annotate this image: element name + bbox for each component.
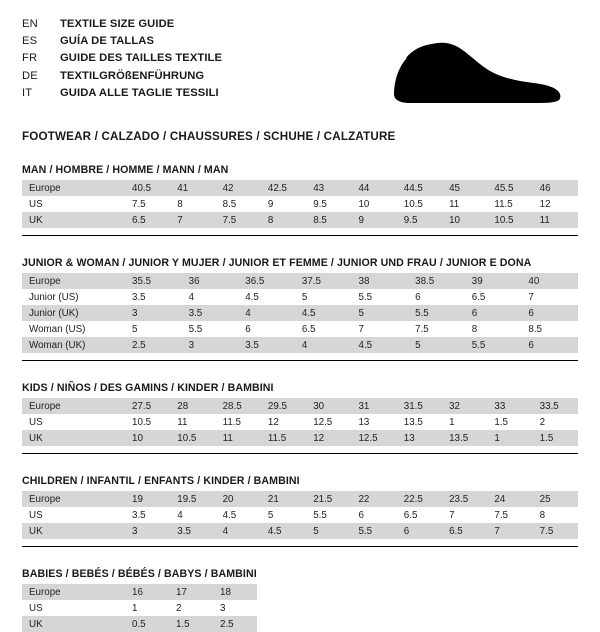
language-title-list-body: [22, 16, 222, 102]
size-cell: 12.5: [351, 430, 396, 446]
size-cell: 4.5: [238, 289, 295, 305]
size-cell: 12: [533, 196, 578, 212]
size-cell: 29.5: [261, 398, 306, 414]
size-cell: 24: [487, 491, 532, 507]
language-row: [22, 68, 222, 85]
size-cell: 9: [351, 212, 396, 228]
row-label: Junior (UK): [22, 305, 125, 321]
size-cell: 7: [352, 321, 409, 337]
size-cell: 10.5: [170, 430, 215, 446]
size-cell: 13.5: [442, 430, 487, 446]
size-cell: 7.5: [533, 523, 578, 539]
table-row: [22, 616, 257, 632]
size-cell: 17: [169, 584, 213, 600]
size-cell: 7: [170, 212, 215, 228]
size-cell: 3: [213, 600, 257, 616]
size-cell: 3.5: [125, 507, 170, 523]
language-code: IT: [22, 86, 33, 99]
size-cell: 11.5: [487, 196, 532, 212]
footwear-section-title: FOOTWEAR / CALZADO / CHAUSSURES / SCHUHE / CALZATURE: [22, 130, 396, 143]
size-cell: 1: [125, 600, 169, 616]
size-cell: 9.5: [306, 196, 351, 212]
size-cell: 41: [170, 180, 215, 196]
size-table-body: [22, 584, 257, 632]
size-cell: 7: [442, 507, 487, 523]
size-cell: 5: [352, 305, 409, 321]
size-cell: 6.5: [125, 212, 170, 228]
size-cell: 8: [465, 321, 522, 337]
size-cell: 31.5: [397, 398, 442, 414]
size-cell: 6: [351, 507, 396, 523]
size-cell: 42.5: [261, 180, 306, 196]
size-cell: 9.5: [397, 212, 442, 228]
size-cell: 6.5: [442, 523, 487, 539]
group-divider: [22, 235, 578, 236]
group-title: BABIES / BEBÉS / BÉBÉS / BABYS / BAMBINI: [22, 568, 257, 580]
size-group-children: [22, 475, 578, 547]
size-table-body: [22, 180, 578, 228]
size-cell: 22.5: [397, 491, 442, 507]
group-title: MAN / HOMBRE / HOMME / MANN / MAN: [22, 164, 229, 176]
size-table-babies: [22, 584, 257, 632]
size-cell: 37.5: [295, 273, 352, 289]
group-divider: [22, 360, 578, 361]
page-header: [22, 16, 578, 112]
size-cell: 31: [351, 398, 396, 414]
size-cell: 1: [442, 414, 487, 430]
size-cell: 7.5: [216, 212, 261, 228]
row-label: US: [22, 507, 125, 523]
size-cell: 10.5: [487, 212, 532, 228]
size-cell: 1.5: [169, 616, 213, 632]
language-row: [22, 16, 222, 33]
size-cell: 20: [216, 491, 261, 507]
size-cell: 25: [533, 491, 578, 507]
size-cell: 6: [238, 321, 295, 337]
size-cell: 18: [213, 584, 257, 600]
language-row: [22, 85, 222, 102]
size-cell: 5: [261, 507, 306, 523]
size-cell: 27.5: [125, 398, 170, 414]
size-cell: 16: [125, 584, 169, 600]
row-label: Europe: [22, 584, 125, 600]
size-cell: 11: [170, 414, 215, 430]
size-cell: 6.5: [465, 289, 522, 305]
size-cell: 3.5: [238, 337, 295, 353]
size-cell: 30: [306, 398, 351, 414]
size-cell: 13: [351, 414, 396, 430]
table-row: [22, 305, 578, 321]
language-title: GUIDA ALLE TAGLIE TESSILI: [60, 86, 219, 99]
size-cell: 12: [261, 414, 306, 430]
size-cell: 12.5: [306, 414, 351, 430]
row-label: Europe: [22, 180, 125, 196]
row-label: Europe: [22, 491, 125, 507]
size-cell: 12: [306, 430, 351, 446]
size-cell: 1.5: [487, 414, 532, 430]
size-cell: 6: [465, 305, 522, 321]
size-table-man: [22, 180, 578, 228]
size-cell: 4.5: [216, 507, 261, 523]
table-row: [22, 289, 578, 305]
size-cell: 2: [533, 414, 578, 430]
size-cell: 10.5: [397, 196, 442, 212]
size-cell: 4.5: [261, 523, 306, 539]
size-cell: 38: [352, 273, 409, 289]
size-cell: 5.5: [465, 337, 522, 353]
size-cell: 5.5: [408, 305, 465, 321]
size-table-body: [22, 398, 578, 446]
size-cell: 9: [261, 196, 306, 212]
size-cell: 13.5: [397, 414, 442, 430]
size-cell: 5: [408, 337, 465, 353]
size-cell: 8: [533, 507, 578, 523]
size-cell: 5: [295, 289, 352, 305]
size-cell: 0.5: [125, 616, 169, 632]
size-cell: 4: [238, 305, 295, 321]
table-row: [22, 414, 578, 430]
size-cell: 28: [170, 398, 215, 414]
language-code: FR: [22, 52, 38, 65]
language-code: DE: [22, 69, 38, 82]
language-title: TEXTILE SIZE GUIDE: [60, 18, 175, 30]
size-group-babies: [22, 568, 578, 632]
row-label: UK: [22, 212, 125, 228]
language-code: EN: [22, 18, 38, 30]
size-cell: 3.5: [182, 305, 239, 321]
size-cell: 38.5: [408, 273, 465, 289]
size-cell: 21: [261, 491, 306, 507]
size-cell: 21.5: [306, 491, 351, 507]
size-table-children: [22, 491, 578, 539]
size-cell: 5.5: [351, 523, 396, 539]
row-label: US: [22, 600, 125, 616]
table-row: [22, 212, 578, 228]
size-cell: 10: [442, 212, 487, 228]
table-row: [22, 430, 578, 446]
size-cell: 11.5: [261, 430, 306, 446]
size-cell: 11.5: [216, 414, 261, 430]
size-cell: 3: [125, 305, 182, 321]
table-row: [22, 337, 578, 353]
size-cell: 7.5: [408, 321, 465, 337]
group-title: CHILDREN / INFANTIL / ENFANTS / KINDER / BAMBINI: [22, 475, 300, 487]
size-cell: 2.5: [213, 616, 257, 632]
group-divider: [22, 546, 578, 547]
size-table-body: [22, 273, 578, 353]
row-label: US: [22, 196, 125, 212]
size-cell: 4: [170, 507, 215, 523]
size-table-junior-woman: [22, 273, 578, 353]
size-cell: 44: [351, 180, 396, 196]
size-cell: 8.5: [306, 212, 351, 228]
size-cell: 43: [306, 180, 351, 196]
size-cell: 40: [521, 273, 578, 289]
size-cell: 28.5: [216, 398, 261, 414]
size-cell: 2.5: [125, 337, 182, 353]
size-cell: 44.5: [397, 180, 442, 196]
size-cell: 6: [408, 289, 465, 305]
size-cell: 11: [533, 212, 578, 228]
table-row: [22, 321, 578, 337]
size-cell: 22: [351, 491, 396, 507]
language-title: GUIDE DES TAILLES TEXTILE: [60, 52, 223, 65]
size-cell: 36: [182, 273, 239, 289]
size-cell: 5: [306, 523, 351, 539]
dress-shoe-icon: [366, 30, 566, 112]
size-cell: 36.5: [238, 273, 295, 289]
size-cell: 39: [465, 273, 522, 289]
group-title: KIDS / NIÑOS / DES GAMINS / KINDER / BAMBINI: [22, 382, 274, 394]
size-cell: 5.5: [182, 321, 239, 337]
size-cell: 6: [397, 523, 442, 539]
size-cell: 1.5: [533, 430, 578, 446]
table-row: [22, 398, 578, 414]
size-cell: 7.5: [125, 196, 170, 212]
size-cell: 33: [487, 398, 532, 414]
row-label: Woman (US): [22, 321, 125, 337]
size-group-junior-woman: [22, 257, 578, 361]
group-title: JUNIOR & WOMAN / JUNIOR Y MUJER / JUNIOR ET FEMME / JUNIOR UND FRAU / JUNIOR E DONA: [22, 257, 532, 269]
size-cell: 11: [442, 196, 487, 212]
table-row: [22, 273, 578, 289]
size-cell: 45: [442, 180, 487, 196]
size-cell: 19.5: [170, 491, 215, 507]
size-cell: 3.5: [125, 289, 182, 305]
size-cell: 8: [261, 212, 306, 228]
size-cell: 10: [351, 196, 396, 212]
size-cell: 6: [521, 337, 578, 353]
size-cell: 5: [125, 321, 182, 337]
size-cell: 6.5: [397, 507, 442, 523]
size-cell: 4: [295, 337, 352, 353]
size-cell: 4.5: [295, 305, 352, 321]
size-table-body: [22, 491, 578, 539]
table-row: [22, 584, 257, 600]
row-label: Europe: [22, 398, 125, 414]
row-label: US: [22, 414, 125, 430]
size-cell: 5.5: [306, 507, 351, 523]
table-row: [22, 523, 578, 539]
size-cell: 1: [487, 430, 532, 446]
row-label: UK: [22, 616, 125, 632]
size-cell: 42: [216, 180, 261, 196]
language-row: [22, 33, 222, 50]
size-cell: 2: [169, 600, 213, 616]
language-row: [22, 50, 222, 67]
row-label: Woman (UK): [22, 337, 125, 353]
size-cell: 6: [521, 305, 578, 321]
size-cell: 10: [125, 430, 170, 446]
row-label: Europe: [22, 273, 125, 289]
size-group-kids: [22, 382, 578, 454]
table-row: [22, 180, 578, 196]
size-cell: 7: [487, 523, 532, 539]
language-code: ES: [22, 35, 38, 48]
group-divider: [22, 453, 578, 454]
size-cell: 8.5: [521, 321, 578, 337]
language-title: GUÍA DE TALLAS: [60, 35, 155, 48]
size-cell: 8.5: [216, 196, 261, 212]
language-title-list: [22, 16, 222, 102]
size-cell: 35.5: [125, 273, 182, 289]
size-cell: 11: [216, 430, 261, 446]
size-table-kids: [22, 398, 578, 446]
row-label: Junior (US): [22, 289, 125, 305]
row-label: UK: [22, 430, 125, 446]
size-cell: 4.5: [352, 337, 409, 353]
size-cell: 7.5: [487, 507, 532, 523]
size-cell: 23.5: [442, 491, 487, 507]
size-cell: 3: [125, 523, 170, 539]
table-row: [22, 196, 578, 212]
size-cell: 8: [170, 196, 215, 212]
size-cell: 33.5: [533, 398, 578, 414]
language-title: TEXTILGRÖßENFÜHRUNG: [60, 69, 205, 82]
size-cell: 7: [521, 289, 578, 305]
size-cell: 13: [397, 430, 442, 446]
size-cell: 3: [182, 337, 239, 353]
size-cell: 5.5: [352, 289, 409, 305]
size-group-man: [22, 164, 578, 236]
table-row: [22, 507, 578, 523]
size-cell: 46: [533, 180, 578, 196]
table-row: [22, 600, 257, 616]
size-cell: 40.5: [125, 180, 170, 196]
size-cell: 6.5: [295, 321, 352, 337]
size-cell: 4: [216, 523, 261, 539]
table-row: [22, 491, 578, 507]
size-cell: 19: [125, 491, 170, 507]
size-cell: 4: [182, 289, 239, 305]
size-cell: 10.5: [125, 414, 170, 430]
size-cell: 45.5: [487, 180, 532, 196]
row-label: UK: [22, 523, 125, 539]
size-cell: 3.5: [170, 523, 215, 539]
size-cell: 32: [442, 398, 487, 414]
